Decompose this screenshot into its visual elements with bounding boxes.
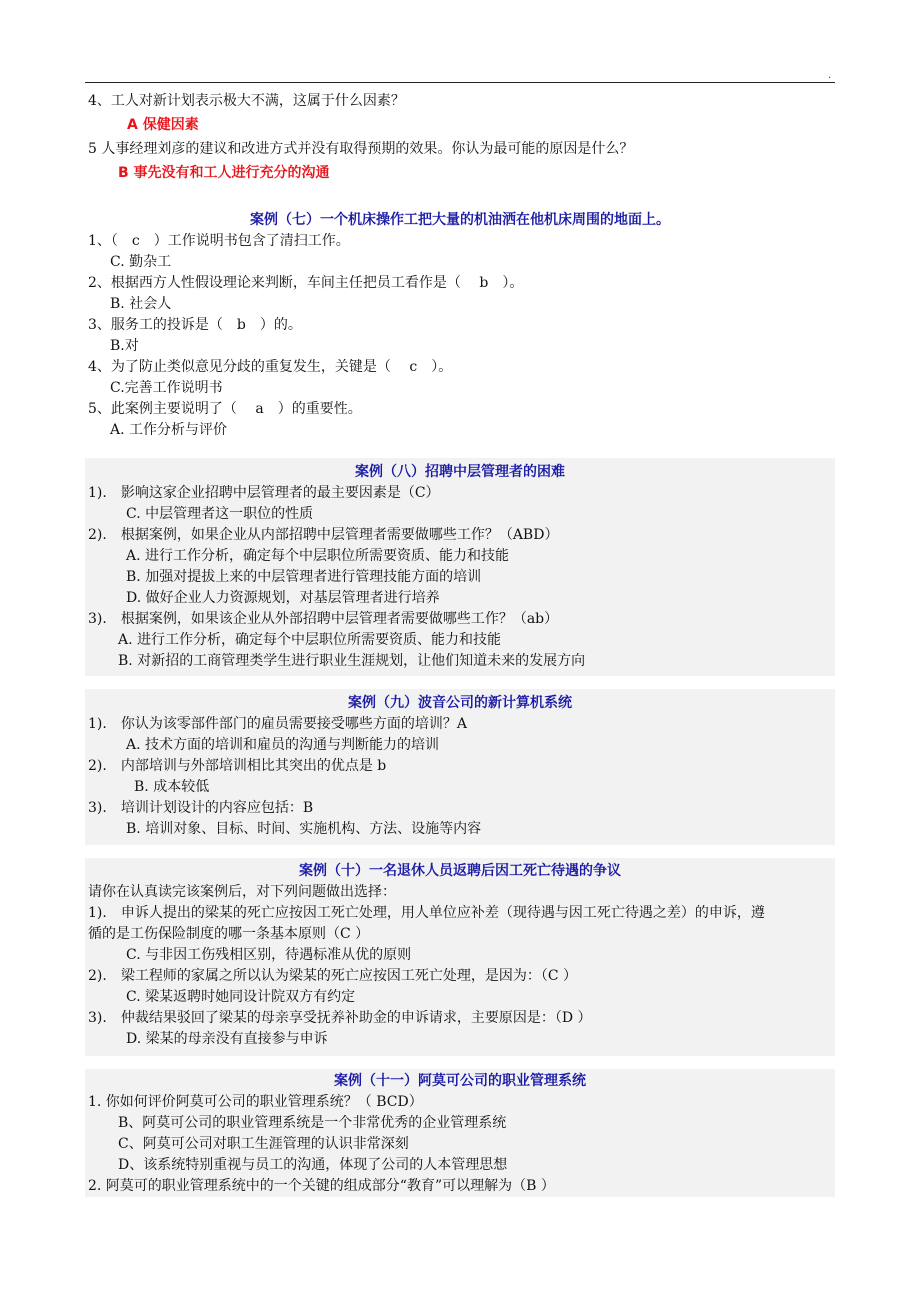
case8-q3: 3). 根据案例，如果该企业从外部招聘中层管理者需要做哪些工作？（ab） — [88, 611, 559, 627]
case8-a2b: B. 加强对提拔上来的中层管理者进行管理技能方面的培训 — [126, 569, 482, 585]
case11-q2: 2. 阿莫可的职业管理系统中的一个关键的组成部分“教育”可以理解为（B ） — [88, 1178, 555, 1194]
case-11-heading: 案例（十一）阿莫可公司的职业管理系统 — [334, 1073, 586, 1089]
question-4: 4、工人对新计划表示极大不满，这属于什么因素？ — [88, 93, 405, 109]
case8-a2a: A. 进行工作分析，确定每个中层职位所需要资质、能力和技能 — [126, 548, 510, 564]
case10-q1-cont: 循的是工伤保险制度的哪一条基本原则（C ） — [88, 926, 370, 942]
case9-q3: 3). 培训计划设计的内容应包括：B — [88, 800, 314, 816]
case10-q2: 2). 梁工程师的家属之所以认为梁某的死亡应按因工死亡处理，是因为：（C ） — [88, 968, 577, 984]
case8-a3a: A. 进行工作分析，确定每个中层职位所需要资质、能力和技能 — [118, 632, 502, 648]
case8-q1: 1). 影响这家企业招聘中层管理者的最主要因素是（C） — [88, 485, 440, 501]
case7-q5: 5、此案例主要说明了（ a ）的重要性。 — [88, 401, 362, 417]
case8-q2: 2). 根据案例，如果企业从内部招聘中层管理者需要做哪些工作？（ABD） — [88, 527, 559, 543]
case10-q3: 3). 仲裁结果驳回了梁某的母亲享受抚养补助金的申诉请求，主要原因是：（D ） — [88, 1010, 592, 1026]
case7-a3: B.对 — [110, 338, 139, 354]
case-10-heading: 案例（十）一名退休人员返聘后因工死亡待遇的争议 — [299, 863, 621, 879]
case7-a4: C.完善工作说明书 — [110, 380, 223, 396]
answer-4: A 保健因素 — [127, 117, 199, 133]
case-7-heading: 案例（七）一个机床操作工把大量的机油洒在他机床周围的地面上。 — [250, 212, 670, 228]
case9-q1: 1). 你认为该零部件部门的雇员需要接受哪些方面的培训？A — [88, 716, 467, 732]
case-8-heading: 案例（八）招聘中层管理者的困难 — [355, 464, 565, 480]
case10-a1: C. 与非因工伤残相区别，待遇标准从优的原则 — [126, 947, 412, 963]
case11-a1a: B、阿莫可公司的职业管理系统是一个非常优秀的企业管理系统 — [118, 1115, 507, 1131]
case8-a1: C. 中层管理者这一职位的性质 — [126, 506, 314, 522]
question-5: 5 人事经理刘彦的建议和改进方式并没有取得预期的效果。你认为最可能的原因是什么？ — [88, 141, 634, 157]
case7-q1: 1、（ c ）工作说明书包含了清扫工作。 — [88, 233, 350, 249]
header-mark: . — [828, 70, 832, 81]
case9-a1: A. 技术方面的培训和雇员的沟通与判断能力的培训 — [126, 737, 440, 753]
case9-a3: B. 培训对象、目标、时间、实施机构、方法、设施等内容 — [126, 821, 482, 837]
case10-q1: 1). 申诉人提出的梁某的死亡应按因工死亡处理，用人单位应补差（现待遇与因工死亡待遇之差）的申诉，遵 — [88, 905, 765, 921]
answer-5: B 事先没有和工人进行充分的沟通 — [118, 165, 330, 181]
case9-a2: B. 成本较低 — [134, 779, 210, 795]
case8-a3b: B. 对新招的工商管理类学生进行职业生涯规划，让他们知道未来的发展方向 — [118, 653, 586, 669]
case10-a3: D. 梁某的母亲没有直接参与申诉 — [126, 1031, 328, 1047]
case-9-heading: 案例（九）波音公司的新计算机系统 — [348, 695, 572, 711]
case11-q1: 1. 你如何评价阿莫可公司的职业管理系统？（ BCD） — [88, 1094, 423, 1110]
case11-a1c: D、该系统特别重视与员工的沟通，体现了公司的人本管理思想 — [118, 1157, 508, 1173]
header-rule — [85, 82, 835, 83]
case7-a5: A. 工作分析与评价 — [110, 422, 228, 438]
case8-a2c: D. 做好企业人力资源规划，对基层管理者进行培养 — [126, 590, 440, 606]
case10-a2: C. 梁某返聘时她同设计院双方有约定 — [126, 989, 356, 1005]
case9-q2: 2). 内部培训与外部培训相比其突出的优点是 b — [88, 758, 387, 774]
case10-intro: 请你在认真读完该案例后，对下列问题做出选择： — [88, 884, 396, 900]
case7-q3: 3、服务工的投诉是（ b ）的。 — [88, 317, 302, 333]
case7-q2: 2、根据西方人性假设理论来判断，车间主任把员工看作是（ b ）。 — [88, 275, 524, 291]
case7-q4: 4、为了防止类似意见分歧的重复发生，关键是（ c ）。 — [88, 359, 453, 375]
case11-a1b: C、阿莫可公司对职工生涯管理的认识非常深刻 — [118, 1136, 409, 1152]
case7-a1: C. 勤杂工 — [110, 254, 172, 270]
case7-a2: B. 社会人 — [110, 296, 172, 312]
